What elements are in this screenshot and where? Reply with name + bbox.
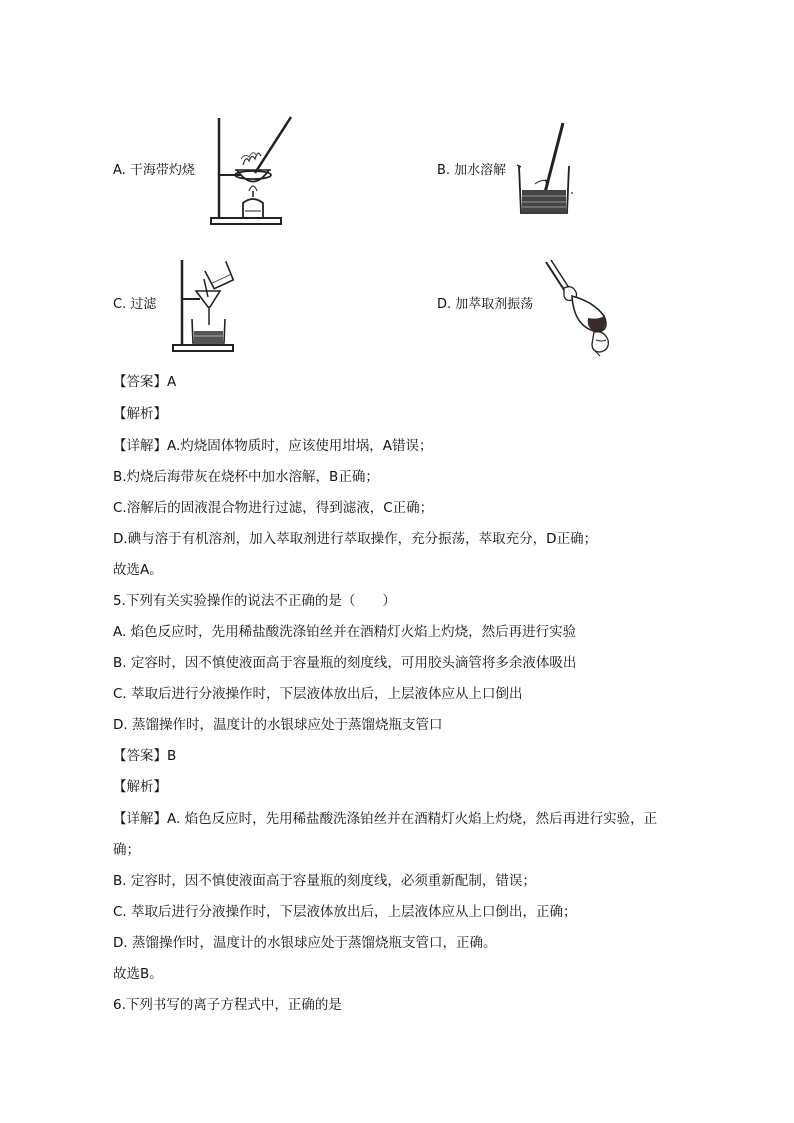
q5-detail-line: D. 蒸馏操作时，温度计的水银球应处于蒸馏烧瓶支管口，正确。 (113, 935, 497, 951)
q5-detail-line: C. 萃取后进行分液操作时，下层液体放出后，上层液体应从上口倒出，正确； (113, 904, 577, 920)
option-b-label: B. 加水溶解 (437, 163, 507, 178)
q4-analysis-heading: 【解析】 (113, 406, 167, 422)
figure-filtration-apparatus (170, 257, 240, 354)
q4-detail-line: C.溶解后的固液混合物进行过滤，得到滤液，C正确； (113, 500, 434, 516)
figure-separatory-funnel-shaking (538, 258, 618, 358)
q5-option: B. 定容时，因不慎使液面高于容量瓶的刻度线，可用胶头滴管将多余液体吸出 (113, 655, 577, 671)
option-d-label: D. 加萃取剂振荡 (437, 297, 534, 312)
q5-analysis-heading: 【解析】 (113, 779, 167, 795)
q4-answer: 【答案】A (113, 374, 177, 390)
q4-detail-line: D.碘与溶于有机溶剂，加入萃取剂进行萃取操作，充分振荡，萃取充分，D正确； (113, 531, 598, 547)
q4-detail-line: 【详解】A.灼烧固体物质时，应该使用坩埚，A错误； (113, 438, 433, 454)
option-c-label: C. 过滤 (113, 297, 157, 312)
q5-conclusion: 故选B。 (113, 966, 163, 982)
q5-option: A. 焰色反应时，先用稀盐酸洗涤铂丝并在酒精灯火焰上灼烧，然后再进行实验 (113, 624, 577, 640)
q4-conclusion: 故选A。 (113, 562, 163, 578)
q5-option: C. 萃取后进行分液操作时，下层液体放出后，上层液体应从上口倒出 (113, 686, 523, 702)
q4-detail-line: B.灼烧后海带灰在烧杯中加水溶解，B正确； (113, 469, 379, 485)
figure-burning-apparatus (203, 115, 308, 230)
q5-detail-line: 【详解】A. 焰色反应时，先用稀盐酸洗涤铂丝并在酒精灯火焰上灼烧，然后再进行实验，正 (113, 811, 658, 827)
q5-detail-line: 确； (113, 842, 140, 858)
q5-detail-line: B. 定容时，因不慎使液面高于容量瓶的刻度线，必须重新配制，错误； (113, 873, 536, 889)
q5-answer: 【答案】B (113, 748, 177, 764)
q5-option: D. 蒸馏操作时，温度计的水银球应处于蒸馏烧瓶支管口 (113, 717, 443, 733)
q6-stem: 6.下列书写的离子方程式中，正确的是 (113, 997, 342, 1013)
option-a-label: A. 干海带灼烧 (113, 163, 195, 178)
q5-stem: 5.下列有关实验操作的说法不正确的是（ ） (113, 593, 396, 609)
figure-dissolving-beaker (515, 118, 580, 218)
